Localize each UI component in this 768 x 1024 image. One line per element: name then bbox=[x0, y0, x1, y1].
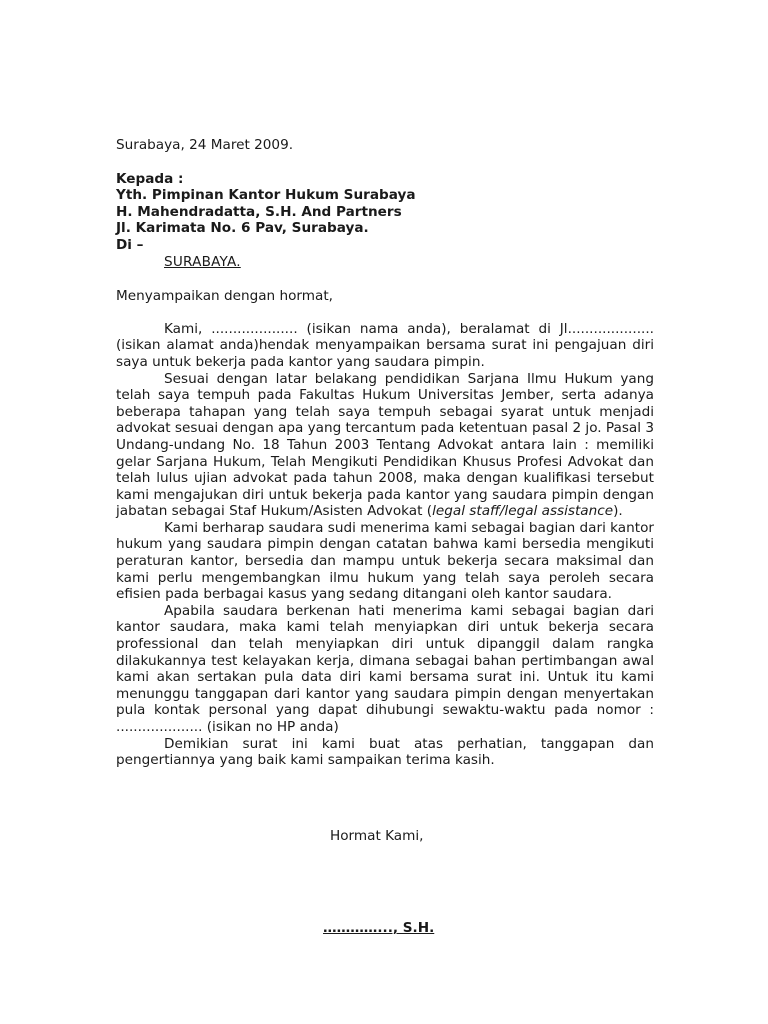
paragraph-hope: Kami berharap saudara sudi menerima kami sebagai bagian dari kantor hukum yang saudara pimpin dengan catatan bahwa kami bersedia mengikuti peraturan kantor, bersedia dan mampu untuk bekerja secara maksimal dan kami perlu mengembangkan ilmu hukum yang telah saya peroleh secara efisien pada berbagai kasus yang sedang ditangani oleh kantor saudara. bbox=[116, 519, 654, 603]
recipient-line-2: H. Mahendradatta, S.H. And Partners bbox=[116, 203, 402, 220]
recipient-block bbox=[116, 171, 654, 254]
paragraph-intro: Kami, .................... (isikan nama anda), beralamat di Jl.................... (isikan alamat anda)hendak menyampaikan bersama surat ini pengajuan diri saya untuk bekerja pada kantor yang saudara pimpin. bbox=[116, 320, 654, 370]
recipient-line-1: Yth. Pimpinan Kantor Hukum Surabaya bbox=[116, 187, 416, 204]
paragraph-qualifications bbox=[116, 371, 654, 520]
recipient-city: SURABAYA. bbox=[164, 253, 241, 270]
place-and-date: Surabaya, 24 Maret 2009. bbox=[116, 137, 294, 153]
paragraph-qualifications-end: ). bbox=[613, 503, 623, 520]
recipient-line-3: Jl. Karimata No. 6 Pav, Surabaya. bbox=[116, 220, 369, 237]
closing-salutation: Hormat Kami, bbox=[330, 828, 424, 844]
signature-name: …………..., S.H. bbox=[323, 920, 435, 936]
recipient-to-label: Kepada : bbox=[116, 170, 184, 187]
recipient-line-4: Di – bbox=[116, 236, 144, 253]
paragraph-qualifications-text: Sesuai dengan latar belakang pendidikan Sarjana Ilmu Hukum yang telah saya tempuh pada Fakultas Hukum Universitas Jember, serta adanya beberapa tahapan yang telah saya tempuh sebagai syarat untuk menjadi advokat sesuai dengan apa yang tercantum pada ketentuan pasal 2 jo. Pasal 3 Undang-undang No. 18 Tahun 2003 Tentang Advokat antara lain : memiliki gelar Sarjana Hukum, Telah Mengikuti Pendidikan Khusus Profesi Advokat dan telah lulus ujian advokat pada tahun 2008, maka dengan kualifikasi tersebut kami mengajukan diri untuk bekerja pada kantor yang saudara pimpin dengan jabatan sebagai Staf Hukum/Asisten Advokat ( bbox=[116, 370, 654, 520]
greeting: Menyampaikan dengan hormat, bbox=[116, 288, 333, 305]
paragraph-closing: Demikian surat ini kami buat atas perhatian, tanggapan dan pengertiannya yang baik kami sampaikan terima kasih. bbox=[116, 735, 654, 769]
paragraph-qualifications-italic: legal staff/legal assistance bbox=[432, 503, 614, 520]
paragraph-availability: Apabila saudara berkenan hati menerima kami sebagai bagian dari kantor saudara, maka kami telah menyiapkan diri untuk bekerja secara professional dan telah menyiapkan diri untuk dipanggil dalam rangka dilakukannya test kelayakan kerja, dimana sebagai bahan pertimbangan awal kami akan sertakan pula data diri kami bersama surat ini. Untuk itu kami menunggu tanggapan dari kantor yang saudara pimpin dengan menyertakan pula kontak personal yang dapat dihubungi sewaktu-waktu pada nomor : .................... (isikan no HP anda) bbox=[116, 602, 654, 735]
letter-body bbox=[116, 137, 654, 769]
